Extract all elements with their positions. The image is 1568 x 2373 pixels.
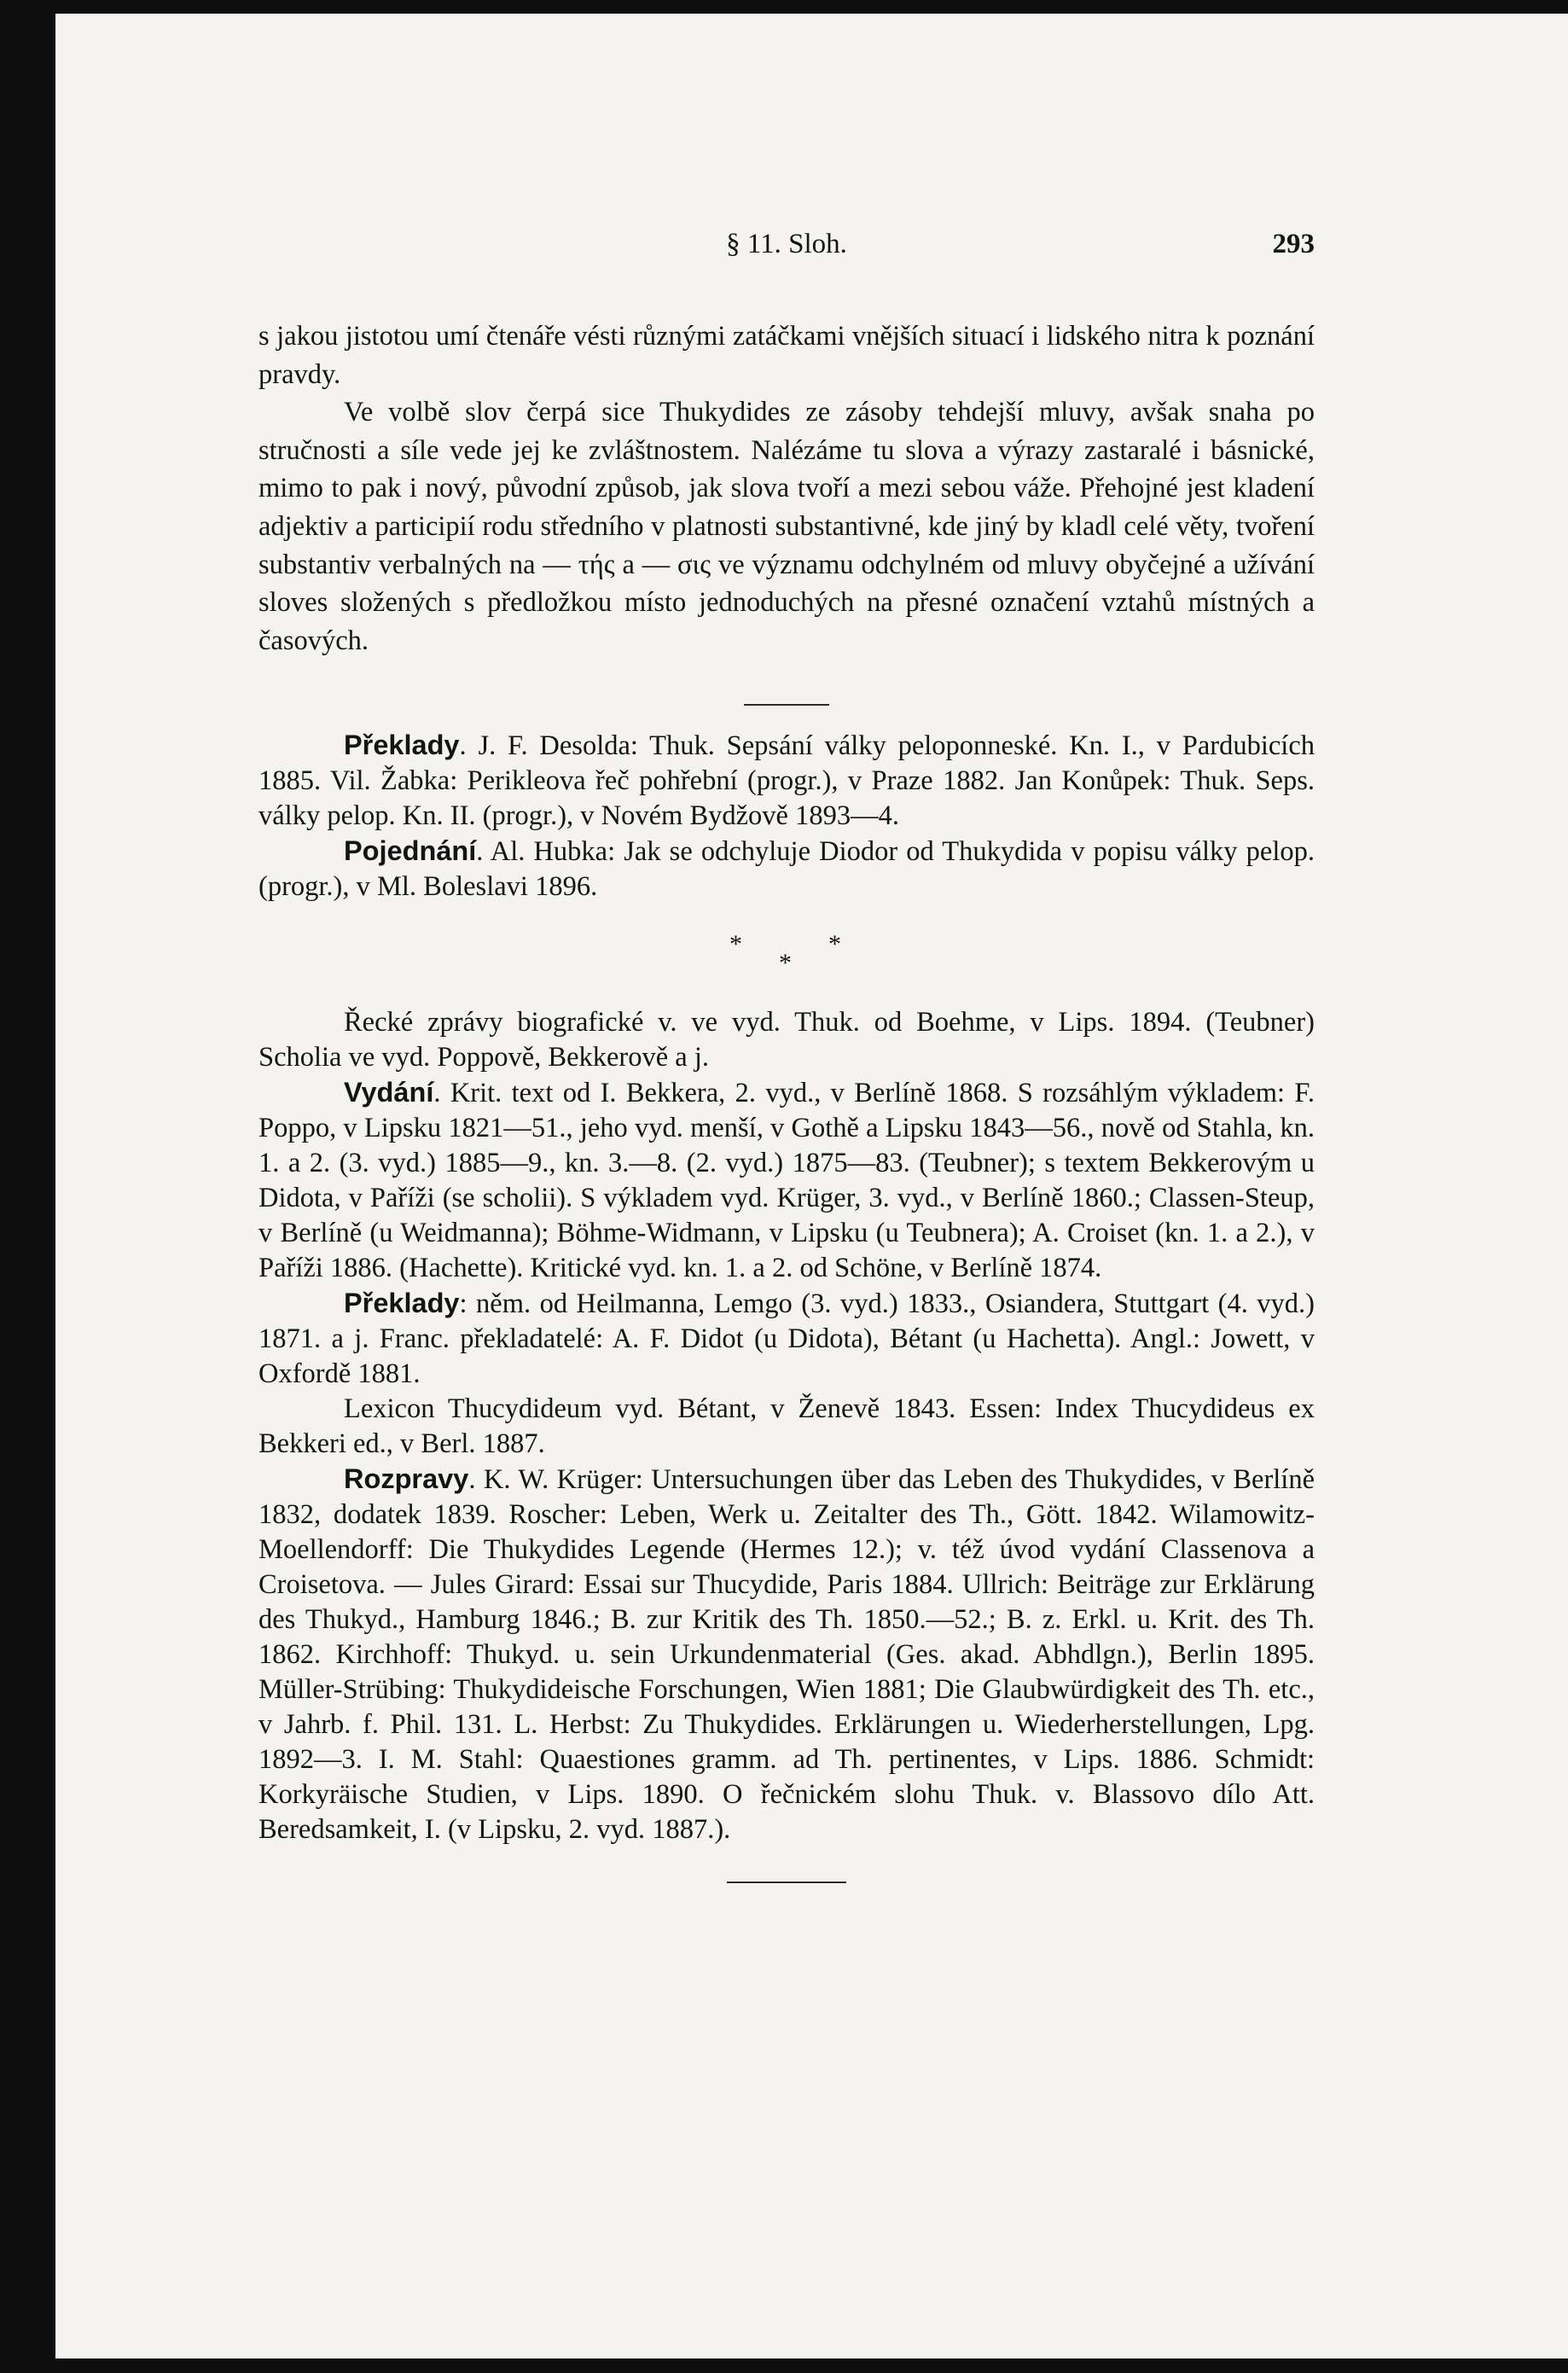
entry-text: . K. W. Krüger: Untersuchungen über das Leben des Thukydides, v Berlíně 1832, dodatek 1839. Roscher: Leben, Werk u. Zeitalter des Th., Gött. 1842. Wilamowitz-Moellendorff: Die Thukydides Legende (Hermes 12.); v. též úvod vydání Classenova a Croisetova. — Jules Girard: Essai sur Thucydide, Paris 1884. Ullrich: Beiträge zur Erklärung des Thukyd., Hamburg 1846.; B. zur Kritik des Th. 1850.—52.; B. z. Erkl. u. Krit. des Th. 1862. Kirchhoff: Thukyd. u. sein Urkundenmaterial (Ges. akad. Abhdlgn.), Berlin 1895. Müller-Strübing: Thukydideische Forschungen, Wien 1881; Die Glaubwürdigkeit des Th. etc., v Jahrb. f. Phil. 131. L. Herbst: Zu Thukydides. Erklärungen u. Wiederherstellungen, Lpg. 1892—3. I. M. Stahl: Quaestiones gramm. ad Th. pertinentes, v Lips. 1886. Schmidt: Korkyräische Studien, v Lips. 1890. O řečnickém slohu Thuk. v. Blassovo dílo Att. Beredsamkeit, I. (v Lipsku, 2. vyd. 1887.).: [258, 1464, 1315, 1846]
paragraph: s jakou jistotou umí čtenáře vésti různými zatáčkami vnějších situací i lidského nitra k poznání pravdy.: [258, 321, 1315, 390]
entry-text: : něm. od Heilmanna, Lemgo (3. vyd.) 1833., Osiandera, Stuttgart (4. vyd.) 1871. a j. Franc. překladatelé: A. F. Didot (u Didota), Bétant (u Hachetta). Angl.: Jowett, v Oxfordě 1881.: [258, 1288, 1315, 1390]
reference-entry: [258, 1286, 1315, 1392]
running-header: [258, 229, 1315, 271]
reference-entry: [258, 1392, 1315, 1462]
reference-entry: [258, 728, 1315, 834]
asterism: [258, 923, 1315, 993]
entry-text: . Krit. text od I. Bekkera, 2. vyd., v Berlíně 1868. S rozsáhlým výkladem: F. Poppo, v Lipsku 1821—51., jeho vyd. menší, v Gothě a Lipsku 1843—56., nově od Stahla, kn. 1. a 2. (3. vyd.) 1885—9., kn. 3.—8. (2. vyd.) 1875—83. (Teubner); s textem Bekkerovým u Didota, v Paříži (se scholii). S výkladem vyd. Krüger, 3. vyd., v Berlíně 1860.; Classen-Steup, v Berlíně (u Weidmanna); Böhme-Widmann, v Lipsku (u Teubnera); A. Croiset (kn. 1. a 2.), v Paříži 1886. (Hachette). Kritické vyd. kn. 1. a 2. od Schöne, v Berlíně 1874.: [258, 1078, 1315, 1284]
entry-text: . Al. Hubka: Jak se odchyluje Diodor od Thukydida v popisu války pelop. (progr.), v Ml. Boleslavi 1896.: [258, 836, 1315, 903]
reference-entry: [258, 1075, 1315, 1286]
asterism-star: *: [729, 930, 742, 959]
page-body: [258, 317, 1315, 1883]
entry-text: . J. F. Desolda: Thuk. Sepsání války peloponneské. Kn. I., v Pardubicích 1885. Vil. Žabka: Perikleova řeč pohřební (progr.), v Praze 1882. Jan Konůpek: Thuk. Seps. války pelop. Kn. II. (progr.), v Novém Bydžově 1893—4.: [258, 730, 1315, 832]
entry-text: Řecké zprávy biografické v. ve vyd. Thuk. od Boehme, v Lips. 1894. (Teubner) Scholia ve vyd. Poppově, Bekkerově a j.: [258, 1007, 1315, 1073]
entry-label: Překlady: [344, 730, 460, 761]
page-number: 293: [1272, 229, 1315, 259]
paragraph: Ve volbě slov čerpá sice Thukydides ze zásoby tehdejší mluvy, avšak snaha po stručnosti a síle vede jej ke zvláštnostem. Nalézáme tu slova a výrazy zastaralé i básnické, mimo to pak i nový, původní způsob, jak slova tvoří a mezi sebou váže. Přehojné jest kladení adjektiv a participií rodu středního v platnosti substantivné, kde jiný by kladl celé věty, tvoření substantiv verbalných na — τής a — σις ve významu odchylném od mluvy obyčejné a užívání sloves složených s předložkou místo jednoduchých na přesné označení vztahů místných a časových.: [258, 397, 1315, 656]
reference-entry: [258, 834, 1315, 904]
asterism-star: *: [828, 930, 841, 959]
references-block-2: [258, 1005, 1315, 1847]
entry-label: Vydání: [344, 1077, 434, 1108]
book-page: [53, 14, 1568, 2358]
references-block-1: [258, 728, 1315, 904]
entry-label: Rozpravy: [344, 1463, 469, 1495]
entry-label: Pojednání: [344, 835, 477, 867]
reference-entry: [258, 1005, 1315, 1075]
entry-text: Lexicon Thucydideum vyd. Bétant, v Ženevě 1843. Essen: Index Thucydideus ex Bekkeri ed., v Berl. 1887.: [258, 1393, 1315, 1460]
reference-entry: [258, 1462, 1315, 1847]
main-text: [258, 317, 1315, 660]
section-title: § 11. Sloh.: [726, 229, 847, 259]
asterism-star: *: [779, 949, 792, 978]
entry-label: Překlady: [344, 1288, 460, 1319]
closing-rule: [727, 1882, 846, 1883]
